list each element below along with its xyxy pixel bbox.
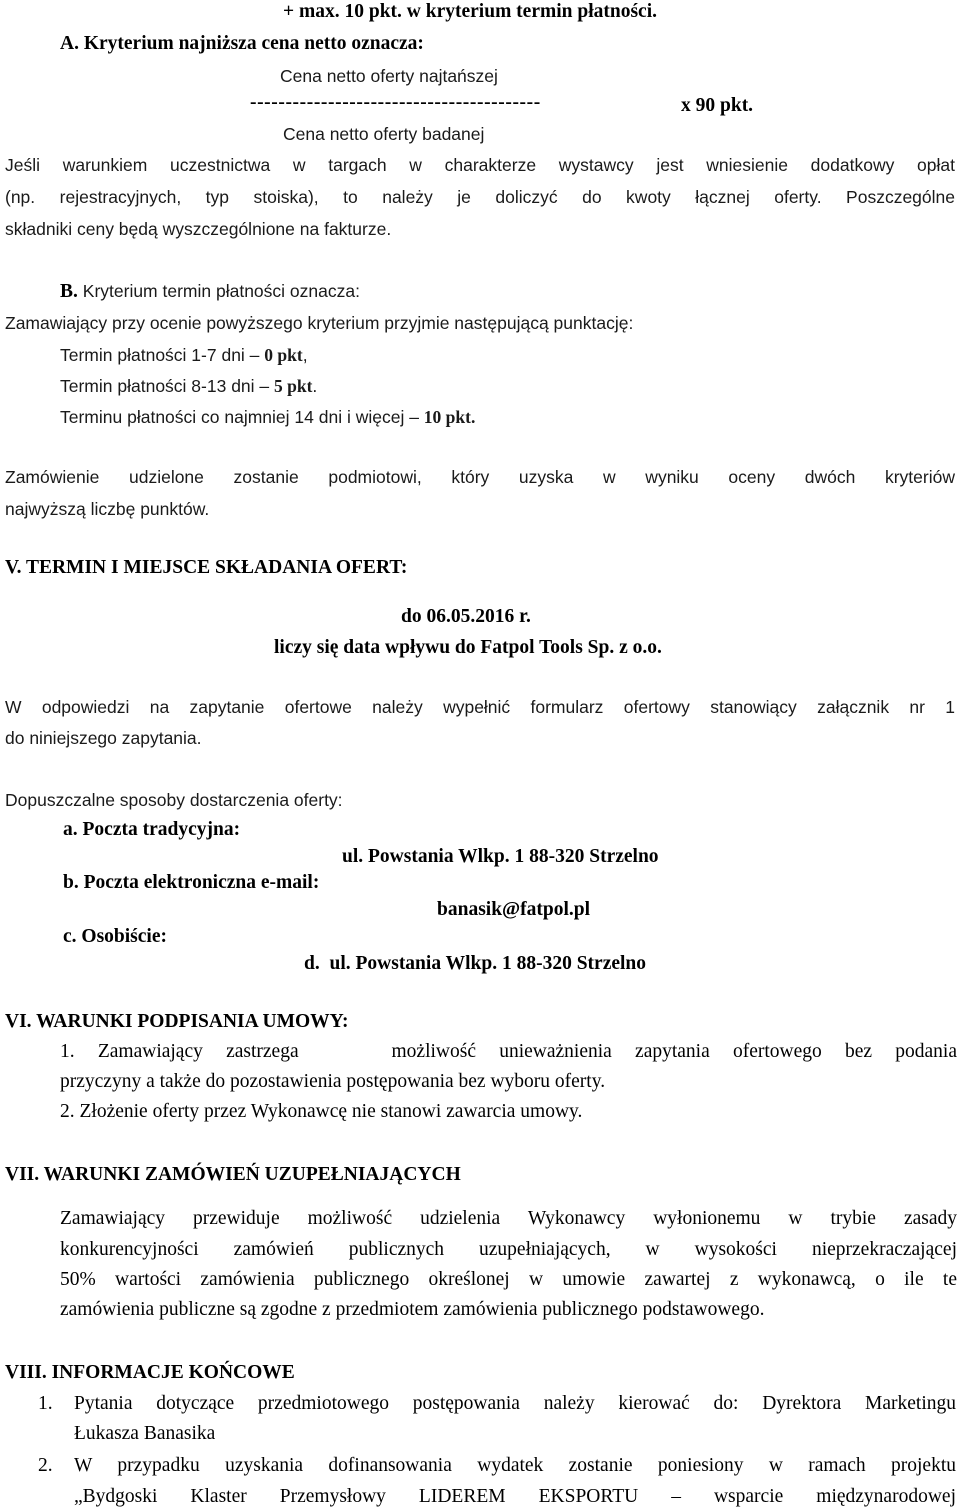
- award-line: Zamówienie udzielone zostanie podmiotowi, który uzyska w wyniku oceny dwóch kryteriów: [5, 467, 955, 487]
- section-v-heading: V. TERMIN I MIEJSCE SKŁADANIA OFERT:: [5, 557, 408, 578]
- scoring-item-suffix: ,: [302, 345, 308, 365]
- scoring-item-text: Terminu płatności co najmniej 14 dni i więcej –: [60, 407, 424, 427]
- scoring-item: [60, 405, 475, 429]
- criterion-a-heading: A. Kryterium najniższa cena netto oznacza:: [60, 33, 424, 54]
- delivery-methods-label: Dopuszczalne sposoby dostarczenia oferty:: [5, 790, 343, 810]
- section-viii-item-number: 1.: [38, 1393, 53, 1414]
- section-vi-item: przyczyny a także do pozostawienia postępowania bez wyboru oferty.: [60, 1071, 606, 1092]
- criterion-b-heading: [60, 279, 360, 304]
- formula-multiplier: x 90 pkt.: [681, 95, 754, 116]
- section-viii-item-line: Pytania dotyczące przedmiotowego postępowania należy kierować do: Dyrektora Marketingu: [74, 1393, 956, 1414]
- formula-denominator: Cena netto oferty badanej: [283, 124, 485, 144]
- delivery-method-letter: a.: [63, 819, 78, 840]
- section-viii-item-line: „Bydgoski Klaster Przemysłowy LIDEREM EKSPORTU – wsparcie międzynarodowej: [74, 1486, 956, 1507]
- section-viii-item-line: Łukasza Banasika: [74, 1423, 216, 1444]
- scoring-item: [60, 343, 308, 367]
- scoring-item-points: 5 pkt: [274, 376, 313, 396]
- scoring-item-text: Termin płatności 1-7 dni –: [60, 345, 265, 365]
- delivery-method-name: Osobiście:: [81, 926, 167, 947]
- formula-dashes: -----------------------------------------: [250, 92, 541, 113]
- section-vi-heading: VI. WARUNKI PODPISANIA UMOWY:: [5, 1011, 349, 1032]
- form-instruction-line: W odpowiedzi na zapytanie ofertowe należy wypełnić formularz ofertowy stanowiący załącznik nr 1: [5, 697, 955, 717]
- section-viii-heading: VIII. INFORMACJE KOŃCOWE: [5, 1362, 295, 1383]
- criteria-intro: + max. 10 pkt. w kryterium termin płatności.: [283, 1, 658, 22]
- scoring-item-points: 10 pkt.: [423, 407, 476, 427]
- scoring-item-suffix: .: [312, 376, 318, 396]
- delivery-method-detail: ul. Powstania Wlkp. 1 88-320 Strzelno: [342, 846, 659, 867]
- formula-numerator: Cena netto oferty najtańszej: [280, 66, 498, 86]
- section-vii-line: Zamawiający przewiduje możliwość udzielenia Wykonawcy wyłonionemu w trybie zasady: [60, 1208, 957, 1229]
- delivery-method-email: banasik@fatpol.pl: [437, 899, 591, 920]
- section-viii-item-line: W przypadku uzyskania dofinansowania wydatek zostanie poniesiony w ramach projektu: [74, 1455, 956, 1476]
- fee-note-line: (np. rejestracyjnych, typ stoiska), to należy je doliczyć do kwoty łącznej oferty. Poszczególne: [5, 187, 955, 207]
- delivery-method-detail: d. ul. Powstania Wlkp. 1 88-320 Strzelno: [304, 953, 647, 974]
- delivery-method-name: Poczta elektroniczna e-mail:: [83, 872, 320, 893]
- section-viii-item-number: 2.: [38, 1455, 53, 1476]
- award-line: najwyższą liczbę punktów.: [5, 499, 210, 519]
- delivery-method-label: [63, 818, 240, 842]
- section-vii-heading: VII. WARUNKI ZAMÓWIEŃ UZUPEŁNIAJĄCYCH: [5, 1164, 461, 1185]
- criterion-b-title: Kryterium termin płatności oznacza:: [82, 281, 360, 301]
- section-vii-line: 50% wartości zamówienia publicznego określonej w umowie zawartej z wykonawcą, o ile te: [60, 1269, 957, 1290]
- section-vi-item: 1. Zamawiający zastrzega możliwość unieważnienia zapytania ofertowego bez podania: [60, 1041, 957, 1062]
- delivery-method-name: Poczta tradycyjna:: [82, 819, 241, 840]
- deadline: do 06.05.2016 r.: [401, 606, 531, 627]
- section-vi-item: 2. Złożenie oferty przez Wykonawcę nie stanowi zawarcia umowy.: [60, 1101, 583, 1122]
- delivery-method-letter: b.: [63, 872, 79, 893]
- deadline-note: liczy się data wpływu do Fatpol Tools Sp. z o.o.: [274, 637, 662, 658]
- scoring-item-points: 0 pkt: [264, 345, 303, 365]
- form-instruction-line: do niniejszego zapytania.: [5, 728, 202, 748]
- section-vii-line: konkurencyjności zamówień publicznych uzupełniających, w wysokości nieprzekraczającej: [60, 1239, 957, 1260]
- delivery-method-letter: c.: [63, 926, 77, 947]
- fee-note-line: składniki ceny będą wyszczególnione na fakturze.: [5, 219, 392, 239]
- delivery-method-label: [63, 871, 319, 895]
- section-vii-line: zamówienia publiczne są zgodne z przedmiotem zamówienia publicznego podstawowego.: [60, 1299, 765, 1320]
- criterion-b-prefix: B.: [60, 281, 78, 302]
- scoring-item-text: Termin płatności 8-13 dni –: [60, 376, 274, 396]
- scoring-item: [60, 374, 317, 398]
- scoring-intro: Zamawiający przy ocenie powyższego kryterium przyjmie następującą punktację:: [5, 313, 634, 333]
- delivery-method-label: [63, 925, 167, 949]
- fee-note-line: Jeśli warunkiem uczestnictwa w targach w charakterze wystawcy jest wniesienie dodatkowy opłat: [5, 155, 955, 175]
